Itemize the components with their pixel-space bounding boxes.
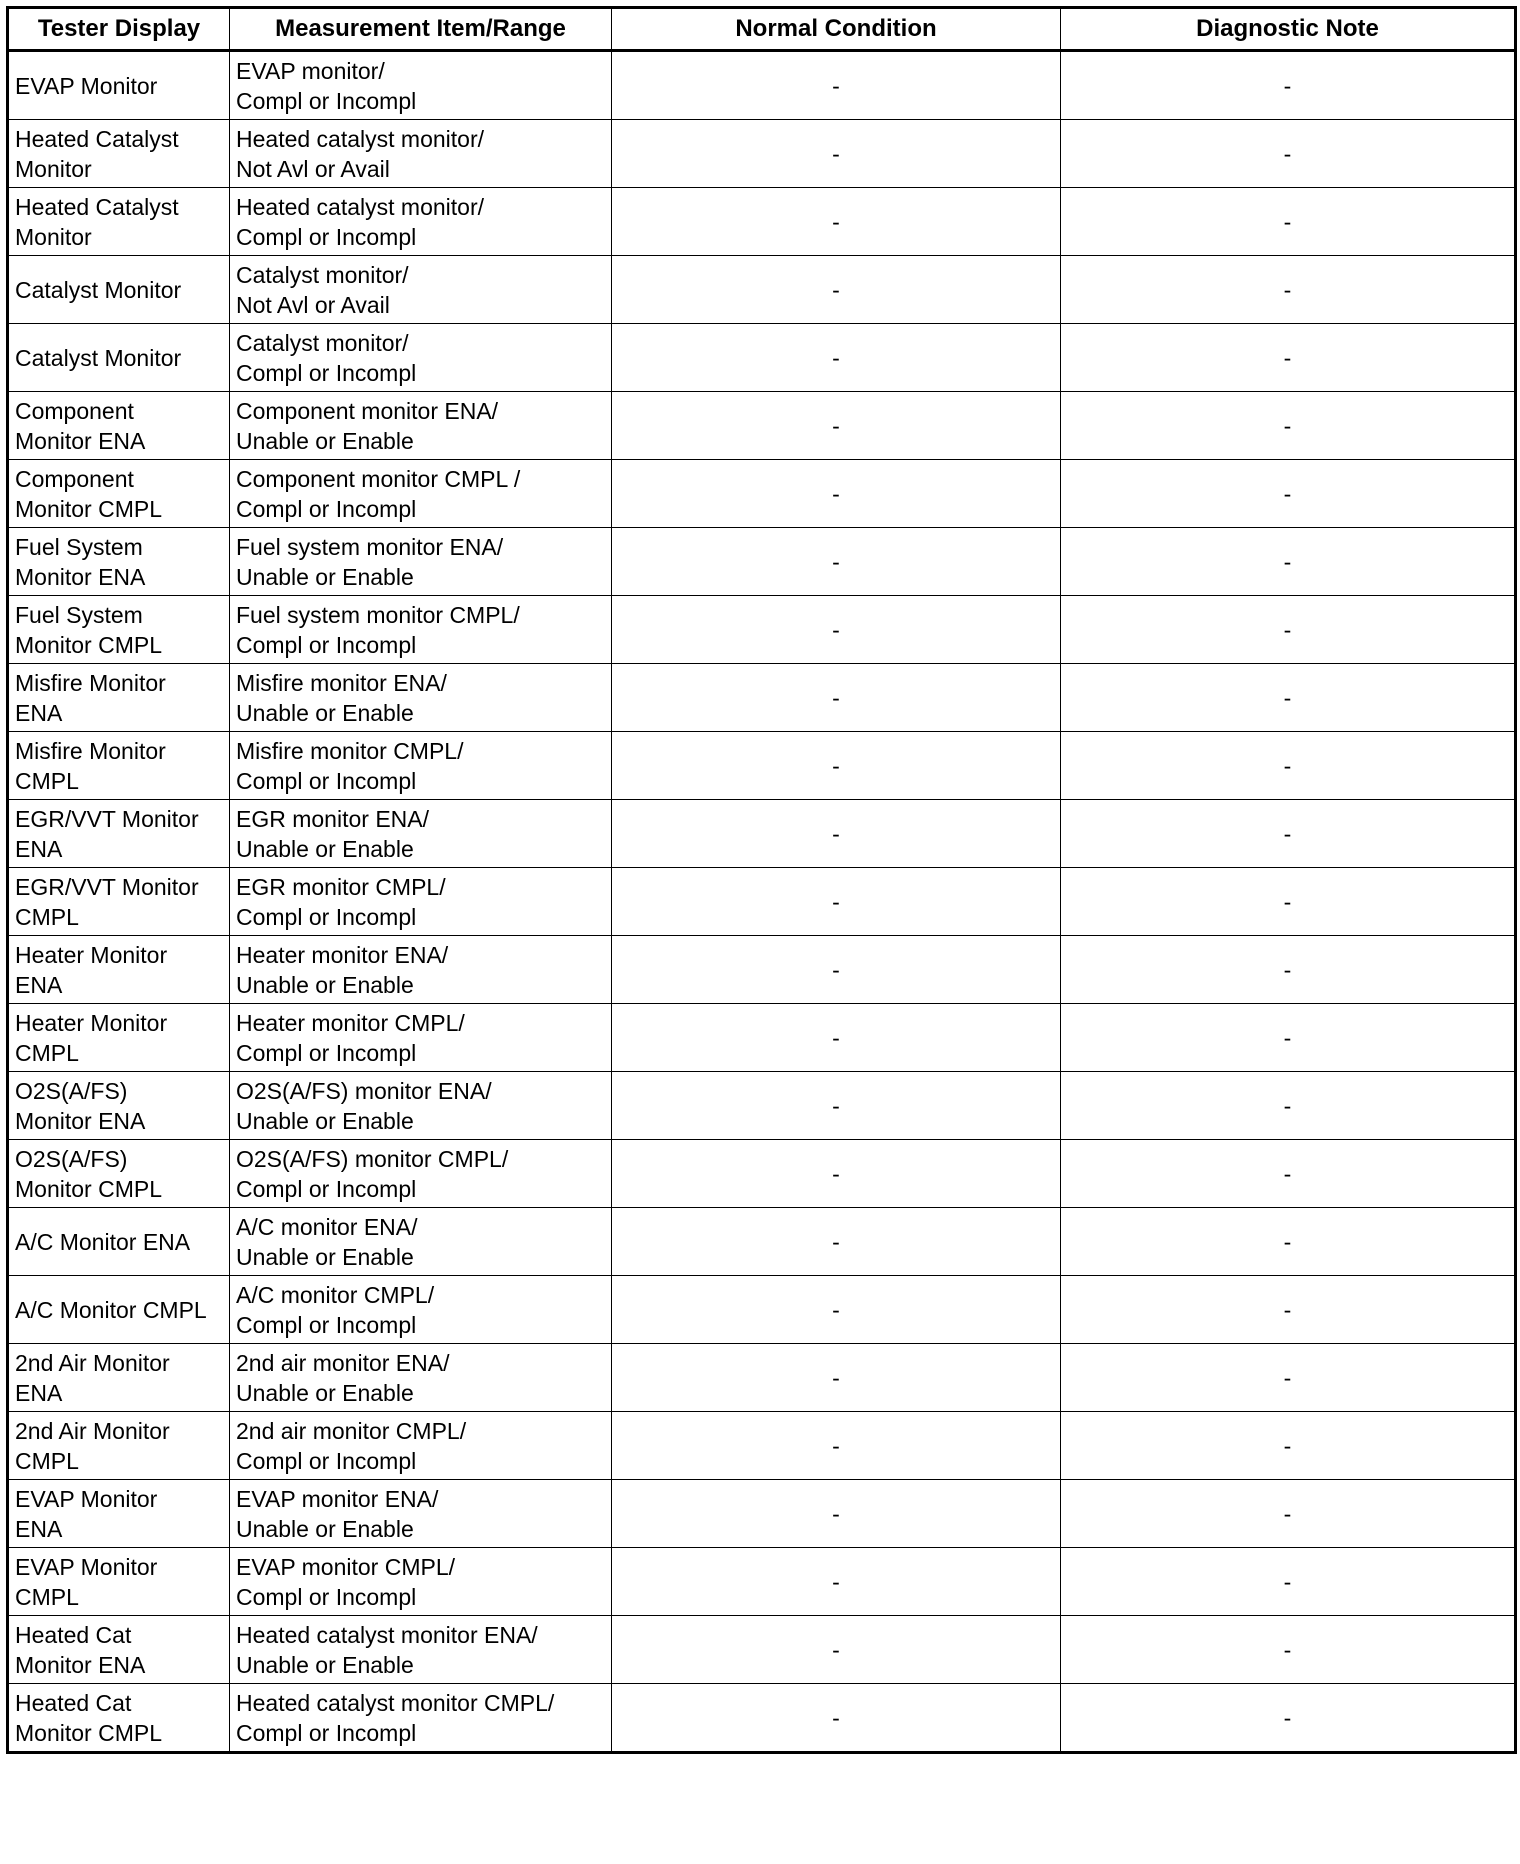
cell-tester-display: Misfire Monitor CMPL: [8, 732, 230, 800]
cell-measurement-item: EVAP monitor ENA/ Unable or Enable: [230, 1480, 612, 1548]
cell-diagnostic-note: -: [1061, 1072, 1516, 1140]
table-row: [8, 460, 1516, 528]
table-row: [8, 1140, 1516, 1208]
table-row: [8, 664, 1516, 732]
cell-diagnostic-note: -: [1061, 1276, 1516, 1344]
table-row: [8, 936, 1516, 1004]
cell-tester-display: A/C Monitor CMPL: [8, 1276, 230, 1344]
cell-diagnostic-note: -: [1061, 732, 1516, 800]
cell-measurement-item: EVAP monitor CMPL/ Compl or Incompl: [230, 1548, 612, 1616]
table-row: [8, 528, 1516, 596]
cell-diagnostic-note: -: [1061, 1480, 1516, 1548]
cell-measurement-item: EGR monitor CMPL/ Compl or Incompl: [230, 868, 612, 936]
cell-measurement-item: Catalyst monitor/ Compl or Incompl: [230, 324, 612, 392]
cell-measurement-item: Misfire monitor ENA/ Unable or Enable: [230, 664, 612, 732]
table-body: [8, 51, 1516, 1753]
cell-tester-display: Heated Catalyst Monitor: [8, 120, 230, 188]
cell-normal-condition: -: [612, 1548, 1061, 1616]
cell-measurement-item: Misfire monitor CMPL/ Compl or Incompl: [230, 732, 612, 800]
cell-measurement-item: Component monitor CMPL / Compl or Incompl: [230, 460, 612, 528]
cell-measurement-item: O2S(A/FS) monitor CMPL/ Compl or Incompl: [230, 1140, 612, 1208]
table-row: [8, 1344, 1516, 1412]
cell-diagnostic-note: -: [1061, 1344, 1516, 1412]
cell-diagnostic-note: -: [1061, 664, 1516, 732]
cell-diagnostic-note: -: [1061, 936, 1516, 1004]
cell-normal-condition: -: [612, 120, 1061, 188]
spec-sheet: [6, 6, 1514, 1857]
cell-measurement-item: Heater monitor ENA/ Unable or Enable: [230, 936, 612, 1004]
cell-measurement-item: A/C monitor CMPL/ Compl or Incompl: [230, 1276, 612, 1344]
cell-tester-display: O2S(A/FS) Monitor CMPL: [8, 1140, 230, 1208]
cell-normal-condition: -: [612, 1004, 1061, 1072]
cell-tester-display: Catalyst Monitor: [8, 256, 230, 324]
cell-measurement-item: Heated catalyst monitor/ Compl or Incompl: [230, 188, 612, 256]
cell-measurement-item: Heater monitor CMPL/ Compl or Incompl: [230, 1004, 612, 1072]
cell-tester-display: EVAP Monitor: [8, 51, 230, 120]
cell-normal-condition: -: [612, 392, 1061, 460]
cell-measurement-item: Fuel system monitor ENA/ Unable or Enable: [230, 528, 612, 596]
cell-measurement-item: Heated catalyst monitor/ Not Avl or Avail: [230, 120, 612, 188]
table-row: [8, 732, 1516, 800]
cell-normal-condition: -: [612, 1412, 1061, 1480]
cell-tester-display: EGR/VVT Monitor CMPL: [8, 868, 230, 936]
cell-normal-condition: -: [612, 1684, 1061, 1753]
cell-normal-condition: -: [612, 528, 1061, 596]
cell-diagnostic-note: -: [1061, 1208, 1516, 1276]
header-measurement-item-range: Measurement Item/Range: [230, 8, 612, 51]
cell-diagnostic-note: -: [1061, 120, 1516, 188]
cell-measurement-item: Component monitor ENA/ Unable or Enable: [230, 392, 612, 460]
cell-tester-display: EVAP Monitor ENA: [8, 1480, 230, 1548]
cell-normal-condition: -: [612, 324, 1061, 392]
cell-normal-condition: -: [612, 51, 1061, 120]
cell-tester-display: Heater Monitor ENA: [8, 936, 230, 1004]
cell-normal-condition: -: [612, 1480, 1061, 1548]
table-row: [8, 188, 1516, 256]
table-row: [8, 1276, 1516, 1344]
cell-normal-condition: -: [612, 1276, 1061, 1344]
table-row: [8, 800, 1516, 868]
cell-diagnostic-note: -: [1061, 800, 1516, 868]
cell-normal-condition: -: [612, 868, 1061, 936]
table-row: [8, 868, 1516, 936]
table-row: [8, 120, 1516, 188]
cell-diagnostic-note: -: [1061, 868, 1516, 936]
cell-tester-display: Fuel System Monitor CMPL: [8, 596, 230, 664]
cell-tester-display: Heater Monitor CMPL: [8, 1004, 230, 1072]
cell-measurement-item: Fuel system monitor CMPL/ Compl or Incompl: [230, 596, 612, 664]
cell-tester-display: Heated Cat Monitor CMPL: [8, 1684, 230, 1753]
cell-diagnostic-note: -: [1061, 1684, 1516, 1753]
cell-diagnostic-note: -: [1061, 188, 1516, 256]
header-diagnostic-note: Diagnostic Note: [1061, 8, 1516, 51]
cell-tester-display: Heated Cat Monitor ENA: [8, 1616, 230, 1684]
cell-measurement-item: O2S(A/FS) monitor ENA/ Unable or Enable: [230, 1072, 612, 1140]
cell-normal-condition: -: [612, 1616, 1061, 1684]
table-row: [8, 51, 1516, 120]
cell-diagnostic-note: -: [1061, 528, 1516, 596]
cell-diagnostic-note: -: [1061, 1412, 1516, 1480]
cell-normal-condition: -: [612, 732, 1061, 800]
cell-normal-condition: -: [612, 188, 1061, 256]
cell-normal-condition: -: [612, 664, 1061, 732]
table-row: [8, 596, 1516, 664]
table-row: [8, 256, 1516, 324]
cell-normal-condition: -: [612, 596, 1061, 664]
cell-tester-display: EVAP Monitor CMPL: [8, 1548, 230, 1616]
table-header: [8, 8, 1516, 51]
cell-normal-condition: -: [612, 936, 1061, 1004]
cell-diagnostic-note: -: [1061, 1548, 1516, 1616]
cell-measurement-item: 2nd air monitor ENA/ Unable or Enable: [230, 1344, 612, 1412]
cell-tester-display: A/C Monitor ENA: [8, 1208, 230, 1276]
cell-normal-condition: -: [612, 1140, 1061, 1208]
cell-tester-display: Component Monitor ENA: [8, 392, 230, 460]
cell-normal-condition: -: [612, 256, 1061, 324]
table-row: [8, 1616, 1516, 1684]
cell-measurement-item: EGR monitor ENA/ Unable or Enable: [230, 800, 612, 868]
table-row: [8, 392, 1516, 460]
header-row: [8, 8, 1516, 51]
cell-normal-condition: -: [612, 1072, 1061, 1140]
cell-tester-display: EGR/VVT Monitor ENA: [8, 800, 230, 868]
cell-diagnostic-note: -: [1061, 256, 1516, 324]
cell-tester-display: Heated Catalyst Monitor: [8, 188, 230, 256]
table-row: [8, 1412, 1516, 1480]
cell-normal-condition: -: [612, 800, 1061, 868]
table-row: [8, 1548, 1516, 1616]
cell-normal-condition: -: [612, 460, 1061, 528]
cell-diagnostic-note: -: [1061, 460, 1516, 528]
cell-diagnostic-note: -: [1061, 1140, 1516, 1208]
cell-tester-display: Fuel System Monitor ENA: [8, 528, 230, 596]
cell-measurement-item: 2nd air monitor CMPL/ Compl or Incompl: [230, 1412, 612, 1480]
table-row: [8, 324, 1516, 392]
table-row: [8, 1004, 1516, 1072]
cell-diagnostic-note: -: [1061, 1004, 1516, 1072]
cell-tester-display: Misfire Monitor ENA: [8, 664, 230, 732]
cell-tester-display: 2nd Air Monitor ENA: [8, 1344, 230, 1412]
table-row: [8, 1480, 1516, 1548]
table-row: [8, 1684, 1516, 1753]
cell-tester-display: Catalyst Monitor: [8, 324, 230, 392]
cell-measurement-item: Heated catalyst monitor CMPL/ Compl or Incompl: [230, 1684, 612, 1753]
header-normal-condition: Normal Condition: [612, 8, 1061, 51]
cell-diagnostic-note: -: [1061, 596, 1516, 664]
cell-measurement-item: EVAP monitor/ Compl or Incompl: [230, 51, 612, 120]
monitor-status-table: [6, 6, 1517, 1754]
cell-diagnostic-note: -: [1061, 51, 1516, 120]
cell-tester-display: O2S(A/FS) Monitor ENA: [8, 1072, 230, 1140]
cell-diagnostic-note: -: [1061, 324, 1516, 392]
cell-measurement-item: Catalyst monitor/ Not Avl or Avail: [230, 256, 612, 324]
cell-measurement-item: Heated catalyst monitor ENA/ Unable or Enable: [230, 1616, 612, 1684]
cell-measurement-item: A/C monitor ENA/ Unable or Enable: [230, 1208, 612, 1276]
cell-tester-display: 2nd Air Monitor CMPL: [8, 1412, 230, 1480]
cell-normal-condition: -: [612, 1344, 1061, 1412]
cell-diagnostic-note: -: [1061, 1616, 1516, 1684]
cell-normal-condition: -: [612, 1208, 1061, 1276]
table-row: [8, 1208, 1516, 1276]
cell-diagnostic-note: -: [1061, 392, 1516, 460]
cell-tester-display: Component Monitor CMPL: [8, 460, 230, 528]
header-tester-display: Tester Display: [8, 8, 230, 51]
table-row: [8, 1072, 1516, 1140]
